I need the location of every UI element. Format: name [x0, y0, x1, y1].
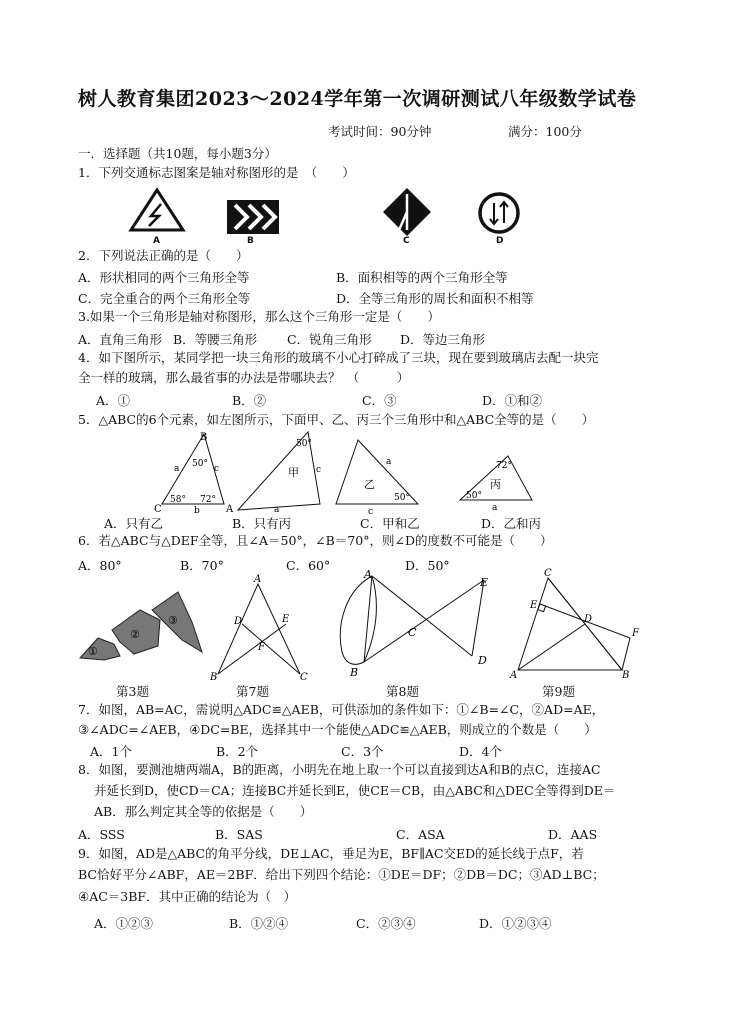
figure-q8	[340, 568, 488, 679]
triangle-bing	[460, 456, 532, 513]
page-title: 树人教育集团2023～2024学年第一次调研测试八年级数学试卷	[78, 88, 637, 110]
q9-option-b: B．①②④	[229, 916, 289, 931]
q6-option-b: B．70°	[180, 558, 224, 573]
jia-angle: 50°	[296, 439, 312, 449]
bing-angle-top: 72°	[496, 461, 512, 471]
q1-label-a: A	[153, 236, 160, 246]
sign-c-merge-diamond	[383, 188, 431, 236]
q8-a: A	[364, 568, 372, 581]
q4-option-d: D．①和②	[482, 393, 543, 408]
q4-option-a: A．①	[96, 393, 131, 408]
q8-stem-line2: 并延长到D，使CD＝CA；连接BC并延长到E，使CE＝CB，由△ABC和△DEC全等得到DE＝	[94, 783, 616, 798]
jia-side: c	[316, 465, 322, 475]
q8-stem-line1: 8．如图，要测池塘两端A，B的距离，小明先在地上取一个可以直接到达A和B的点C，连接AC	[78, 762, 601, 777]
q2-option-c: C．完全重合的两个三角形全等	[78, 291, 251, 306]
q4-option-c: C．③	[362, 393, 397, 408]
q9-a: A	[510, 670, 518, 681]
side-c: c	[214, 464, 220, 474]
q2-option-d: D．全等三角形的周长和面积不相等	[336, 291, 534, 306]
q2-stem: 2．下列说法正确的是（ ）	[78, 248, 249, 263]
full-score: 满分：100分	[508, 124, 582, 139]
q7-option-d: D．4个	[459, 744, 502, 759]
piece-3: ③	[168, 614, 178, 627]
q8-d: D	[478, 654, 487, 667]
q7-e: E	[282, 614, 290, 625]
q4-option-b: B．②	[232, 393, 267, 408]
q9-f: F	[632, 628, 639, 639]
q5-option-d: D．乙和丙	[481, 516, 542, 531]
piece-2: ②	[130, 628, 140, 641]
q3-option-c: C．锐角三角形	[287, 332, 372, 347]
triangle-jia	[238, 432, 321, 515]
jia-side-a: a	[274, 505, 280, 515]
caption-fig8: 第8题	[386, 684, 419, 699]
label-jia: 甲	[288, 466, 299, 479]
q9-b: B	[622, 670, 630, 681]
q9-e: E	[530, 600, 538, 611]
angle-b: 50°	[192, 459, 208, 469]
side-b: b	[194, 506, 200, 516]
caption-fig9: 第9题	[542, 684, 575, 699]
q5-stem: 5．△ABC的6个元素，如左图所示，下面甲、乙、丙三个三角形中和△ABC全等的是（ ）	[78, 412, 595, 427]
q9-option-a: A．①②③	[94, 916, 154, 931]
q2-option-a: A．形状相同的两个三角形全等	[78, 270, 250, 285]
q4-stem-line2: 全一样的玻璃，那么最省事的办法是带哪块去？ （ ）	[78, 370, 410, 385]
q7-b: B	[210, 672, 218, 683]
q7-option-a: A．1个	[90, 744, 132, 759]
q9-option-d: D．①②③④	[479, 916, 552, 931]
q6-option-a: A．80°	[78, 558, 122, 573]
q7-stem-line2: ③∠ADC=∠AEB，④DC=BE，选择其中一个能使△ADC≌△AEB，则成立的个数是（ ）	[78, 722, 597, 737]
q7-option-b: B．2个	[216, 744, 259, 759]
q8-option-c: C．ASA	[396, 827, 445, 842]
q9-c: C	[544, 568, 552, 579]
q7-option-c: C．3个	[341, 744, 384, 759]
figure-q3-glass-pieces	[80, 592, 202, 660]
caption-fig3: 第3题	[116, 684, 149, 699]
q6-option-d: D．50°	[405, 558, 450, 573]
triangle-abc	[154, 432, 234, 516]
q8-c: C	[408, 626, 417, 639]
q6-option-c: C．60°	[286, 558, 331, 573]
q8-option-b: B．SAS	[215, 827, 263, 842]
figure-q9	[509, 568, 640, 681]
q3-stem: 3.如果一个三角形是轴对称图形，那么这个三角形一定是（ ）	[78, 309, 440, 324]
q8-b: B	[350, 666, 359, 679]
sign-a-lightning-triangle	[131, 190, 183, 230]
q8-e: E	[480, 576, 489, 589]
yi-side-c: c	[368, 507, 374, 516]
yi-side: a	[386, 457, 392, 467]
bing-side: a	[492, 503, 498, 513]
figures-row	[74, 566, 654, 686]
q7-stem-line1: 7．如图，AB=AC，需说明△ADC≌△AEB，可供添加的条件如下：①∠B=∠C，②AD=AE，	[78, 702, 605, 717]
q7-c: C	[300, 672, 308, 683]
q3-option-d: D．等边三角形	[400, 332, 486, 347]
sign-d-two-way-circle	[480, 194, 518, 232]
sign-b-chevrons	[227, 200, 279, 234]
q9-stem-line3: ④AC＝3BF．其中正确的结论为（ ）	[78, 889, 297, 904]
q9-stem-line2: BC恰好平分∠ABF，AE＝2BF．给出下列四个结论：①DE＝DF；②DB＝DC；③AD⊥BC；	[78, 867, 605, 882]
q3-option-b: B．等腰三角形	[173, 332, 258, 347]
q5-option-a: A．只有乙	[104, 516, 164, 531]
label-bing: 丙	[490, 478, 501, 491]
side-a: a	[174, 464, 180, 474]
section-heading: 一．选择题（共10题，每小题3分）	[78, 146, 277, 161]
q8-option-a: A．SSS	[78, 827, 125, 842]
q1-label-b: B	[247, 236, 254, 246]
q7-a: A	[254, 574, 262, 585]
q8-stem-line3: AB．那么判定其全等的依据是（ ）	[94, 804, 313, 819]
q7-f: F	[258, 642, 265, 653]
q4-stem-line1: 4．如下图所示，某同学把一块三角形的玻璃不小心打碎成了三块，现在要到玻璃店去配一块完	[78, 350, 599, 365]
angle-c: 58°	[170, 495, 186, 505]
angle-a: 72°	[200, 495, 216, 505]
label-yi: 乙	[364, 478, 375, 491]
bing-angle-left: 50°	[466, 491, 482, 501]
q9-stem-line1: 9．如图，AD是△ABC的角平分线，DE⊥AC，垂足为E，BF∥AC交ED的延长线于点F，若	[78, 846, 584, 861]
q1-signs-figure	[125, 186, 535, 248]
q5-triangles-figure	[140, 426, 540, 516]
caption-fig7: 第7题	[236, 684, 269, 699]
q6-stem: 6．若△ABC与△DEF全等，且∠A＝50°，∠B＝70°，则∠D的度数不可能是（ ）	[78, 533, 553, 548]
q1-label-c: C	[403, 236, 410, 246]
vertex-c: C	[154, 504, 162, 515]
q1-stem: 1．下列交通标志图案是轴对称图形的是 （ ）	[78, 165, 355, 180]
piece-1: ①	[88, 645, 98, 658]
q2-option-b: B．面积相等的两个三角形全等	[336, 270, 508, 285]
vertex-b: B	[200, 432, 208, 443]
q7-d: D	[234, 616, 243, 627]
q1-label-d: D	[496, 236, 504, 246]
q5-option-c: C．甲和乙	[360, 516, 420, 531]
q8-option-d: D．AAS	[548, 827, 598, 842]
q9-option-c: C．②③④	[356, 916, 416, 931]
q5-option-b: B．只有丙	[232, 516, 292, 531]
q9-d: D	[584, 614, 593, 625]
yi-angle: 50°	[394, 493, 410, 503]
figure-q7	[209, 574, 308, 683]
triangle-yi	[336, 440, 418, 516]
exam-time: 考试时间：90分钟	[328, 124, 432, 139]
vertex-a: A	[226, 504, 234, 515]
q3-option-a: A．直角三角形	[78, 332, 163, 347]
